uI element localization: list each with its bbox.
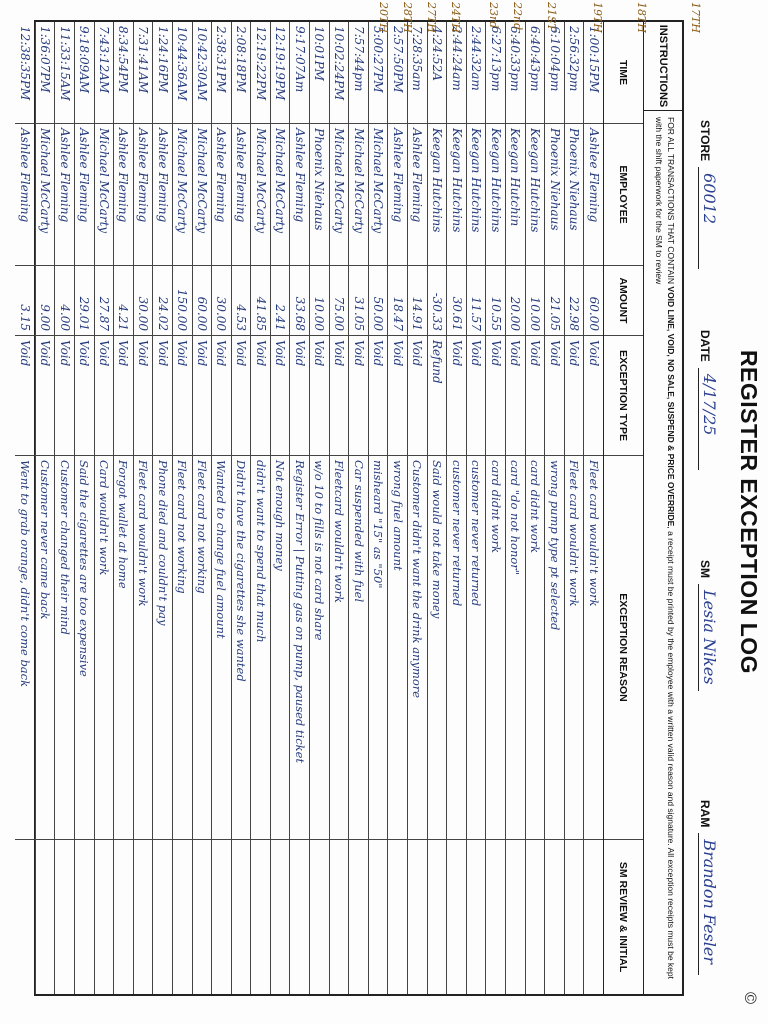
exception-reason-cell: card didnt work [526,456,545,840]
amount-cell: 18.47 [388,266,407,336]
review-cell [75,840,94,994]
sm-value: Lesia Nikes [698,584,719,691]
review-cell [565,840,584,994]
exception-reason-cell: Fleet card not working [173,456,192,840]
exception-type-cell: Void [408,336,427,456]
time-cell: 12:19:22PM [251,22,270,124]
review-cell [271,840,290,994]
table-row [35,22,55,994]
employee-cell: Ashlee Fleming [232,124,251,266]
employee-cell: Keegan Hutchin [506,124,525,266]
review-cell [447,840,466,994]
exception-reason-cell: wrong pump type pt selected [545,456,564,840]
amount-cell: 4.21 [114,266,133,336]
review-cell [251,840,270,994]
employee-cell: Michael McCarty [95,124,114,266]
table-body [15,22,603,994]
exception-reason-cell: Said would not take money [428,456,447,840]
employee-cell: Phoenix Niehaus [565,124,584,266]
employee-cell: Michael McCarty [369,124,388,266]
exception-type-cell: Void [310,336,329,456]
exception-reason-cell: Forgot wallet at home [114,456,133,840]
employee-cell: Michael McCarty [173,124,192,266]
date-value: 4/17/25 [698,368,719,470]
table-row [113,22,133,994]
exception-table [17,20,684,996]
table-row [309,22,329,994]
table-row [427,22,447,994]
annotation-23rd: 23rd [487,2,500,29]
employee-cell: Ashlee Fleming [291,124,310,266]
exception-type-cell: Void [212,336,231,456]
table-row [290,22,310,994]
employee-cell: Michael McCarty [349,124,368,266]
amount-cell: 41.85 [251,266,270,336]
table-row [270,22,290,994]
amount-cell: 33.68 [291,266,310,336]
employee-cell: Keegan Hutchins [486,124,505,266]
employee-cell: Phoenix Niehaus [545,124,564,266]
exception-type-cell: Void [55,336,74,456]
employee-cell: Keegan Hutchins [447,124,466,266]
table-row [231,22,251,994]
ram-field [698,800,724,975]
table-row [74,22,94,994]
instructions-label: INSTRUCTIONS [644,22,682,111]
exception-type-cell: Void [251,336,270,456]
instructions-post: , a receipt must be printed by the employee with a written valid reason and signature. All exception receipts must be kept with the shift paperwork for the SM to review [654,117,676,979]
date-label: DATE [698,330,712,362]
table-row [152,22,172,994]
amount-cell: 14.91 [408,266,427,336]
column-header-exception-type: EXCEPTION TYPE [604,336,643,456]
column-header-time: TIME [604,22,643,124]
time-cell: 7:28:35am [408,22,427,124]
exception-type-cell: Void [232,336,251,456]
table-row [94,22,114,994]
exception-type-cell: Void [486,336,505,456]
employee-cell: Michael McCarty [330,124,349,266]
table-row [192,22,212,994]
exception-reason-cell: wrong fuel amount [388,456,407,840]
review-cell [467,840,486,994]
exception-type-cell: Void [36,336,55,456]
table-row [485,22,505,994]
review-cell [486,840,505,994]
time-cell: 9:18:09AM [75,22,94,124]
table-row [564,22,584,994]
amount-cell: 4.53 [232,266,251,336]
exception-reason-cell: misheard "15" as "50" [369,456,388,840]
employee-cell: Ashlee Fleming [55,124,74,266]
exception-reason-cell: w/o 10 to fills is not card share [310,456,329,840]
annotation-20th: 20TH [377,2,390,33]
table-row [525,22,545,994]
time-cell: 9:17:07Am [291,22,310,124]
review-cell [408,840,427,994]
exception-type-cell: Refund [428,336,447,456]
exception-type-cell: Void [173,336,192,456]
review-cell [428,840,447,994]
time-cell: 10:42:30AM [193,22,212,124]
table-row [348,22,368,994]
amount-cell: 20.00 [506,266,525,336]
exception-reason-cell: Customer never came back [36,456,55,840]
annotation-21st: 21ST [545,2,558,31]
amount-cell: 29.01 [75,266,94,336]
time-cell: 4:24:52A [428,22,447,124]
table-row [133,22,153,994]
annotation-27th: 27TH [425,2,438,33]
time-cell: 12:38:35PM [15,22,35,124]
exception-reason-cell: card didnt work [486,456,505,840]
copyright-mark: © [741,990,760,1006]
exception-reason-cell: Fleetcard wouldn't work [330,456,349,840]
employee-cell: Ashlee Fleming [388,124,407,266]
time-cell: 7:57:44pm [349,22,368,124]
time-cell: 6:40:33pm [506,22,525,124]
exception-reason-cell: customer never returned [447,456,466,840]
store-field [698,120,724,269]
employee-cell: Keegan Hutchins [428,124,447,266]
exception-reason-cell: Wanted to change fuel amount [212,456,231,840]
sm-label: SM [698,560,712,578]
exception-reason-cell: Said the cigarettes are too expensive [75,456,94,840]
table-row [544,22,564,994]
review-cell [310,840,329,994]
exception-type-cell: Void [526,336,545,456]
store-value: 60012 [698,167,719,269]
document-title: REGISTER EXCEPTION LOG [736,349,762,675]
review-cell [291,840,310,994]
amount-cell: 75.00 [330,266,349,336]
amount-cell: 24.02 [153,266,172,336]
instructions-row [643,22,682,994]
table-row [54,22,74,994]
time-cell: 12:19:19PM [271,22,290,124]
time-cell: 1:36:07PM [36,22,55,124]
annotation-28th: 28TH [401,2,414,33]
time-cell: 2:56:32pm [565,22,584,124]
ram-label: RAM [698,800,712,828]
exception-reason-cell: Fleet card wouldn't work [584,456,603,840]
amount-cell: 31.05 [349,266,368,336]
exception-type-cell: Void [545,336,564,456]
review-cell [349,840,368,994]
time-cell: 6:40:43pm [526,22,545,124]
store-label: STORE [698,120,712,162]
annotation-22nd: 22nd [511,2,524,31]
time-cell: 11:33:15AM [55,22,74,124]
exception-type-cell: Void [369,336,388,456]
amount-cell: 60.00 [584,266,603,336]
exception-type-cell: Void [193,336,212,456]
amount-cell: 60.00 [193,266,212,336]
time-cell: 2:44:24am [447,22,466,124]
annotation-18th: 18TH [635,2,648,33]
table-row [172,22,192,994]
annotation-17th: 17TH [689,2,702,33]
employee-cell: Michael McCarty [36,124,55,266]
exception-type-cell: Void [584,336,603,456]
exception-type-cell: Void [447,336,466,456]
review-cell [193,840,212,994]
employee-cell: Ashlee Fleming [75,124,94,266]
employee-cell: Ashlee Fleming [212,124,231,266]
ram-value: Brandon Fesler [698,833,719,975]
exception-type-cell: Void [565,336,584,456]
time-cell: 1:24:16PM [153,22,172,124]
amount-cell: 10.00 [310,266,329,336]
time-cell: 7:31:41AM [134,22,153,124]
time-cell: 10:02:24PM [330,22,349,124]
review-cell [388,840,407,994]
amount-cell: 150.00 [173,266,192,336]
review-cell [36,840,55,994]
exception-type-cell: Void [95,336,114,456]
exception-type-cell: Void [506,336,525,456]
amount-cell: 30.61 [447,266,466,336]
exception-reason-cell: card "do not honor" [506,456,525,840]
review-cell [232,840,251,994]
review-cell [330,840,349,994]
exception-reason-cell: Card wouldn't work [95,456,114,840]
exception-reason-cell: Customer didn't want the drink anymore [408,456,427,840]
amount-cell: 11.57 [467,266,486,336]
exception-type-cell: Void [291,336,310,456]
exception-type-cell: Void [330,336,349,456]
employee-cell: Ashlee Fleming [153,124,172,266]
exception-reason-cell: Fleet card not working [193,456,212,840]
review-cell [545,840,564,994]
instructions-text [644,111,682,994]
exception-reason-cell: Register Error | Putting gas on pump, paused ticket [291,456,310,840]
review-cell [55,840,74,994]
amount-cell: -30.33 [428,266,447,336]
time-cell: 10:44:36AM [173,22,192,124]
review-cell [584,840,603,994]
amount-cell: 10.55 [486,266,505,336]
exception-reason-cell: Fleet card wouldn't work [565,456,584,840]
employee-cell: Michael McCarty [193,124,212,266]
employee-cell: Michael McCarty [251,124,270,266]
review-cell [212,840,231,994]
time-cell: 1:00:15PM [584,22,603,124]
exception-type-cell: Void [349,336,368,456]
review-cell [173,840,192,994]
employee-cell: Keegan Hutchins [526,124,545,266]
amount-cell: 22.98 [565,266,584,336]
table-row [505,22,525,994]
exception-reason-cell: customer never returned [467,456,486,840]
exception-reason-cell: Fleet card wouldn't work [134,456,153,840]
amount-cell: 50.00 [369,266,388,336]
amount-cell: 4.00 [55,266,74,336]
time-cell: 7:43:12AM [95,22,114,124]
table-row [329,22,349,994]
table-row [211,22,231,994]
table-header [603,22,643,994]
amount-cell: 30.00 [134,266,153,336]
exception-reason-cell: Went to grab orange, didn't come back [15,456,35,840]
time-cell: 2:38:31PM [212,22,231,124]
column-header-review: SM REVIEW & INITIAL [617,861,630,973]
table-row [466,22,486,994]
employee-cell: Michael McCarty [271,124,290,266]
instructions-bold: VOID LINE, VOID, NO SALE, SUSPEND & PRICE OVERRIDE [666,286,676,527]
employee-cell: Phoenix Niehaus [310,124,329,266]
review-cell [369,840,388,994]
table-row [387,22,407,994]
amount-cell: 30.00 [212,266,231,336]
employee-cell: Ashlee Fleming [114,124,133,266]
amount-cell: 27.87 [95,266,114,336]
exception-reason-cell: Not enough money [271,456,290,840]
exception-type-cell: Void [114,336,133,456]
exception-reason-cell: Customer changed their mind [55,456,74,840]
review-cell [95,840,114,994]
table-row [250,22,270,994]
time-cell: 2:08:18PM [232,22,251,124]
sm-field [698,560,724,691]
employee-cell: Ashlee Fleming [15,124,35,266]
review-cell [134,840,153,994]
exception-type-cell: Void [467,336,486,456]
review-cell [526,840,545,994]
exception-reason-cell: Car suspended with fuel [349,456,368,840]
time-cell: 5:00:27PM [369,22,388,124]
amount-cell: 2.41 [271,266,290,336]
review-cell [153,840,172,994]
review-cell [114,840,133,994]
employee-cell: Keegan Hutchins [467,124,486,266]
time-cell: 6:10:04pm [545,22,564,124]
annotation-24th: 24TH [449,2,462,33]
exception-type-cell: Void [153,336,172,456]
column-header-amount: AMOUNT [604,266,643,336]
time-cell: 10:01PM [310,22,329,124]
amount-cell: 9.00 [36,266,55,336]
time-cell: 2:44:32am [467,22,486,124]
exception-type-cell: Void [134,336,153,456]
table-row [15,22,35,994]
table-row [446,22,466,994]
date-field [698,330,724,470]
time-cell: 2:57:50PM [388,22,407,124]
annotation-19th: 19TH [591,2,604,33]
time-cell: 8:34:54PM [114,22,133,124]
employee-cell: Ashlee Fleming [408,124,427,266]
exception-type-cell: Void [271,336,290,456]
table-row [407,22,427,994]
table-row [583,22,603,994]
review-cell [15,840,35,994]
amount-cell: 21.05 [545,266,564,336]
amount-cell: 10.00 [526,266,545,336]
review-cell [506,840,525,994]
exception-reason-cell: Didn't have the cigarettes she wanted [232,456,251,840]
column-header-employee: EMPLOYEE [604,124,643,266]
table-row [368,22,388,994]
exception-reason-cell: Phone died and couldn't pay [153,456,172,840]
exception-type-cell: Void [388,336,407,456]
time-cell: 6:27:13pm [486,22,505,124]
employee-cell: Ashlee Fleming [134,124,153,266]
employee-cell: Ashlee Fleming [584,124,603,266]
column-header-exception-reason: EXCEPTION REASON [604,456,643,840]
instructions-pre: FOR ALL TRANSACTIONS THAT CONTAIN [666,117,676,287]
exception-reason-cell: didn't want to spend that much [251,456,270,840]
exception-type-cell: Void [15,336,35,456]
amount-cell: 3.15 [15,266,35,336]
exception-type-cell: Void [75,336,94,456]
